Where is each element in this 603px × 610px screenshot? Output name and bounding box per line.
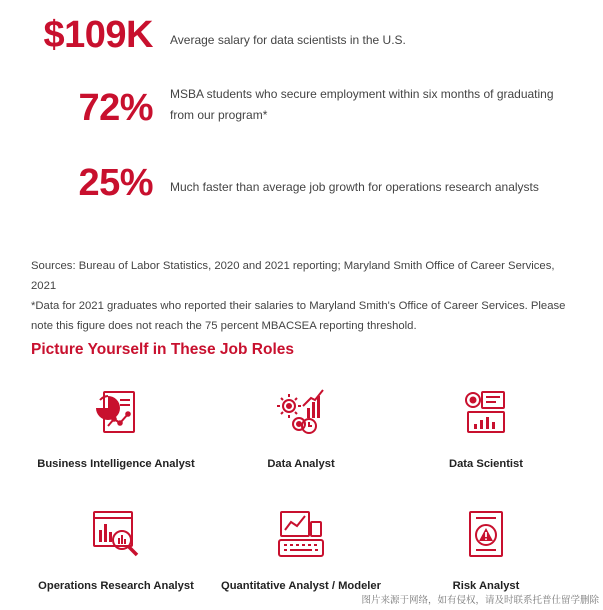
- role-data-scientist: [391, 386, 581, 470]
- stat-value: 72%: [78, 87, 153, 129]
- report-chart-icon: [90, 386, 142, 438]
- stat-value: $109K: [43, 14, 153, 56]
- roles-heading: Picture Yourself in These Job Roles: [31, 341, 295, 358]
- stat-description: Much faster than average job growth for operations research analysts: [170, 180, 539, 194]
- scientist-dashboard-icon: [460, 386, 512, 438]
- warning-document-icon: [460, 508, 512, 560]
- role-business-intelligence-analyst: [21, 386, 211, 470]
- role-label: Operations Research Analyst: [38, 580, 194, 592]
- sources-line: Sources: Bureau of Labor Statistics, 2020 and 2021 reporting; Maryland Smith Office of Career Services, 2021: [31, 260, 555, 292]
- role-risk-analyst: [391, 508, 581, 592]
- role-label: Risk Analyst: [452, 580, 520, 592]
- sources-note: [31, 256, 576, 336]
- stat-employment: [0, 82, 603, 142]
- stat-job-growth: [0, 160, 603, 220]
- role-label: Data Scientist: [449, 458, 523, 470]
- role-quantitative-analyst-modeler: [206, 508, 396, 592]
- stat-value: 25%: [78, 162, 153, 204]
- gears-chart-icon: [275, 386, 327, 438]
- keyboard-chart-icon: [275, 508, 327, 560]
- magnifier-chart-icon: [90, 508, 142, 560]
- role-label: Quantitative Analyst / Modeler: [221, 580, 381, 592]
- role-label: Data Analyst: [267, 458, 335, 470]
- watermark-text: 图片来源于网络，如有侵权，请及时联系托普仕留学删除: [361, 595, 599, 606]
- role-data-analyst: [206, 386, 396, 470]
- stat-description: MSBA students who secure employment within six months of graduating from our program*: [170, 87, 554, 122]
- stat-salary: [0, 12, 603, 72]
- role-label: Business Intelligence Analyst: [37, 458, 195, 470]
- stat-description: Average salary for data scientists in the U.S.: [170, 33, 406, 47]
- sources-footnote: *Data for 2021 graduates who reported their salaries to Maryland Smith's Office of Career Services. Please note this figure does not reach the 75 percent MBACSEA reporting threshold.: [31, 300, 566, 332]
- role-operations-research-analyst: [21, 508, 211, 592]
